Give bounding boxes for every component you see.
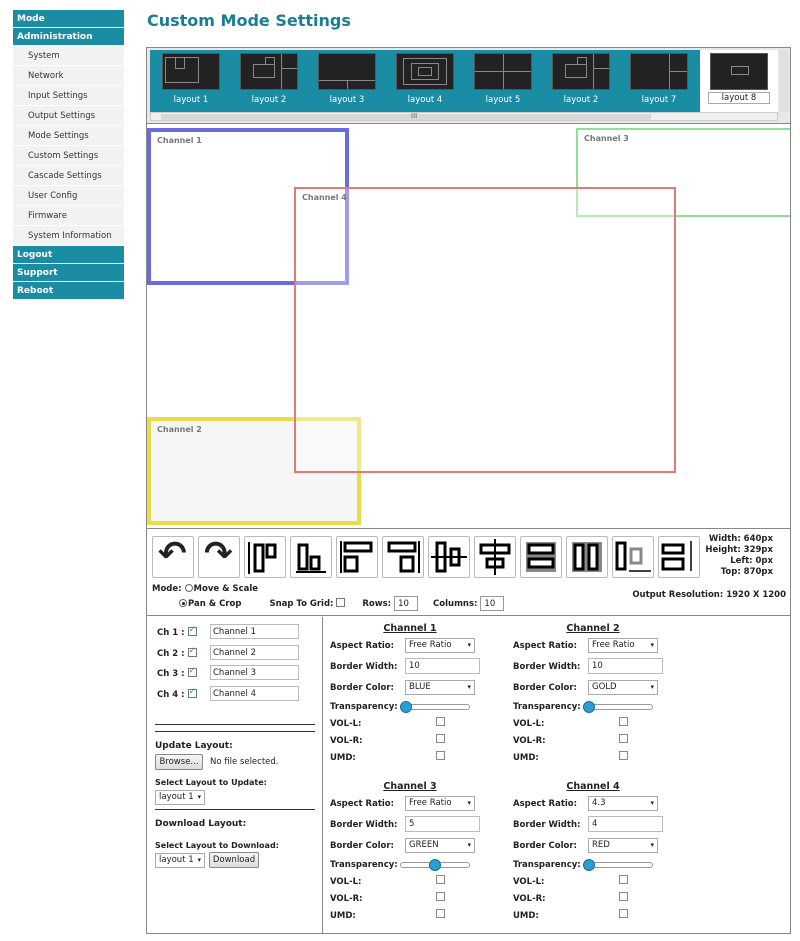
channel-4-window[interactable] (294, 187, 676, 473)
border-color-select[interactable] (588, 680, 658, 695)
chevron-down-icon: ▾ (650, 641, 654, 649)
center-horizontal-button[interactable] (474, 536, 516, 578)
rows-label: Rows: (362, 599, 392, 609)
chevron-down-icon: ▾ (197, 856, 201, 864)
layout-tile-5[interactable] (464, 50, 540, 112)
layout-selector (150, 50, 778, 112)
move-scale-label: Move & Scale (193, 584, 259, 594)
layout-strip (147, 48, 790, 124)
slider-knob[interactable] (429, 859, 441, 871)
aspect-ratio-value: Free Ratio (592, 640, 635, 650)
sidebar-item-cascade-settings[interactable]: Cascade Settings (13, 166, 124, 186)
umd-checkbox[interactable] (436, 909, 445, 918)
ch1-checkbox[interactable] (188, 627, 197, 636)
aspect-ratio-label: Aspect Ratio: (513, 799, 578, 809)
channel-2-settings (513, 623, 671, 773)
channel-1-label: Channel 1 (157, 136, 202, 145)
border-color-select[interactable] (405, 838, 475, 853)
mode-label: Mode: (152, 584, 182, 594)
vol-r-checkbox[interactable] (619, 892, 628, 901)
sidebar-item-system-information[interactable]: System Information (13, 226, 124, 246)
ch2-checkbox[interactable] (188, 648, 197, 657)
channel-1-settings (330, 623, 488, 773)
channel-row-1 (157, 627, 257, 638)
no-file-text: No file selected. (210, 757, 279, 767)
chevron-down-icon: ▾ (650, 841, 654, 849)
sidebar-item-network[interactable]: Network (13, 66, 124, 86)
aspect-ratio-select[interactable] (405, 638, 475, 653)
mode-controls (152, 584, 504, 611)
sidebar-item-custom-settings[interactable]: Custom Settings (13, 146, 124, 166)
layout-tile-6[interactable] (542, 50, 618, 112)
aspect-ratio-label: Aspect Ratio: (513, 641, 578, 651)
vol-r-label: VOL-R: (330, 736, 363, 746)
vol-r-checkbox[interactable] (436, 734, 445, 743)
border-color-select[interactable] (588, 838, 658, 853)
transparency-slider[interactable] (583, 704, 653, 710)
select-update-label: Select Layout to Update: (155, 778, 267, 787)
align-top-right-icon (383, 537, 423, 577)
ch4-label: Ch 4 : (157, 690, 185, 700)
channel-4-settings (513, 781, 671, 931)
umd-checkbox[interactable] (619, 751, 628, 760)
channel-4-label: Channel 4 (302, 193, 347, 202)
snap-checkbox[interactable] (336, 598, 345, 607)
vol-r-checkbox[interactable] (619, 734, 628, 743)
sidebar-item-user-config[interactable]: User Config (13, 186, 124, 206)
redo-button[interactable] (198, 536, 240, 578)
download-layout-title: Download Layout: (155, 819, 247, 829)
aspect-ratio-value: Free Ratio (409, 798, 452, 808)
layout-label: layout 3 (329, 95, 365, 105)
layout-thumb (162, 53, 220, 90)
border-color-value: RED (592, 840, 610, 850)
align-left-top-button[interactable] (244, 536, 286, 578)
top-readout: Top: 870px (720, 567, 773, 577)
layout-scrollbar[interactable] (150, 112, 778, 121)
border-width-input[interactable]: 10 (405, 658, 480, 674)
channel-3-label: Channel 3 (584, 134, 629, 143)
layout-thumb (396, 53, 454, 90)
match-height-icon (659, 537, 699, 577)
channel-row-4 (157, 689, 257, 700)
vol-r-label: VOL-R: (513, 736, 546, 746)
vol-l-label: VOL-L: (513, 719, 545, 729)
channel-row-3 (157, 668, 257, 679)
layout-label: layout 8 (708, 92, 770, 104)
settings-area (147, 617, 790, 933)
sidebar-administration[interactable]: Administration (13, 28, 124, 46)
border-color-value: GREEN (409, 840, 439, 850)
aspect-ratio-label: Aspect Ratio: (330, 641, 395, 651)
center-vertical-button[interactable] (428, 536, 470, 578)
divider (155, 731, 315, 732)
layout-tile-4[interactable] (386, 50, 462, 112)
sidebar-item-mode-settings[interactable]: Mode Settings (13, 126, 124, 146)
vol-l-checkbox[interactable] (436, 875, 445, 884)
left-readout: Left: 0px (730, 556, 773, 566)
output-resolution: Output Resolution: 1920 X 1200 (632, 590, 786, 600)
download-select-value: layout 1 (159, 855, 194, 865)
chevron-down-icon: ▾ (650, 799, 654, 807)
aspect-ratio-select[interactable] (588, 796, 658, 811)
layout-thumb (240, 53, 298, 90)
undo-button[interactable] (152, 536, 194, 578)
border-color-label: Border Color: (330, 841, 394, 851)
border-width-input[interactable]: 4 (588, 816, 663, 832)
strip-scroll-right[interactable] (779, 50, 789, 112)
vol-l-label: VOL-L: (330, 719, 362, 729)
layout-label: layout 4 (407, 95, 443, 105)
ch4-checkbox[interactable] (188, 689, 197, 698)
ch4-name-input[interactable]: Channel 4 (210, 686, 299, 701)
sidebar-mode[interactable]: Mode (13, 10, 124, 28)
align-top-left-button[interactable] (336, 536, 378, 578)
ch3-label: Ch 3 : (157, 669, 185, 679)
page-title: Custom Mode Settings (147, 11, 351, 30)
pan-crop-label: Pan & Crop (188, 599, 242, 609)
update-layout-select[interactable] (155, 790, 205, 805)
vol-r-checkbox[interactable] (436, 892, 445, 901)
align-bottom-button[interactable] (290, 536, 332, 578)
vol-l-checkbox[interactable] (619, 717, 628, 726)
border-width-label: Border Width: (513, 820, 581, 830)
border-width-label: Border Width: (513, 662, 581, 672)
chevron-down-icon: ▾ (467, 799, 471, 807)
ch3-name-input[interactable]: Channel 3 (210, 665, 299, 680)
transparency-label: Transparency: (330, 702, 398, 712)
columns-label: Columns: (433, 599, 478, 609)
update-select-value: layout 1 (159, 792, 194, 802)
transparency-slider[interactable] (400, 704, 470, 710)
align-top-left-icon (337, 537, 377, 577)
slider-knob[interactable] (583, 859, 595, 871)
download-layout-select[interactable] (155, 853, 205, 868)
center-vertical-icon (429, 537, 469, 577)
vol-r-label: VOL-R: (513, 894, 546, 904)
custom-mode-frame (146, 47, 791, 934)
layout-label: layout 7 (641, 95, 677, 105)
ch2-name-input[interactable]: Channel 2 (210, 645, 299, 660)
width-readout: Width: 640px (708, 534, 773, 544)
chevron-down-icon: ▾ (467, 683, 471, 691)
move-scale-radio[interactable] (185, 584, 193, 592)
layout-tile-8[interactable] (700, 50, 778, 112)
height-readout: Height: 329px (705, 545, 773, 555)
select-download-label: Select Layout to Download: (155, 841, 279, 850)
channel-settings-title: Channel 1 (383, 623, 437, 634)
sidebar-support[interactable]: Support (13, 264, 124, 282)
match-height-button[interactable] (658, 536, 700, 578)
layout-label: layout 2 (563, 95, 599, 105)
ch1-name-input[interactable]: Channel 1 (210, 624, 299, 639)
channel-2-label: Channel 2 (157, 425, 202, 434)
channel-settings-title: Channel 2 (566, 623, 620, 634)
layout-thumb (710, 53, 768, 90)
position-readout (705, 534, 773, 578)
sidebar-item-system[interactable]: System (13, 46, 124, 66)
undo-icon: ↶ (158, 534, 187, 574)
distribute-horizontal-icon (567, 537, 607, 577)
layout-canvas (147, 125, 790, 529)
chevron-down-icon: ▾ (467, 841, 471, 849)
vol-l-label: VOL-L: (513, 877, 545, 887)
vol-l-checkbox[interactable] (619, 875, 628, 884)
channel-row-2 (157, 648, 257, 659)
ch1-label: Ch 1 : (157, 628, 185, 638)
align-left-top-icon (245, 537, 285, 577)
border-color-label: Border Color: (330, 683, 394, 693)
chevron-down-icon: ▾ (650, 683, 654, 691)
sidebar-item-input-settings[interactable]: Input Settings (13, 86, 124, 106)
redo-icon: ↷ (204, 534, 233, 574)
layout-panel (147, 617, 323, 933)
toolbar (147, 530, 790, 616)
channel-settings-title: Channel 3 (383, 781, 437, 792)
distribute-horizontal-button[interactable] (566, 536, 608, 578)
layout-tile-2[interactable] (230, 50, 306, 112)
channel-3-settings (330, 781, 488, 931)
border-color-label: Border Color: (513, 841, 577, 851)
aspect-ratio-value: Free Ratio (409, 640, 452, 650)
border-width-label: Border Width: (330, 662, 398, 672)
sidebar-reboot[interactable]: Reboot (13, 282, 124, 300)
browse-button[interactable]: Browse... (155, 754, 203, 770)
scroll-thumb[interactable]: III (161, 114, 651, 120)
match-width-icon (613, 537, 653, 577)
center-horizontal-icon (475, 537, 515, 577)
umd-checkbox[interactable] (436, 751, 445, 760)
distribute-vertical-icon (521, 537, 561, 577)
umd-label: UMD: (330, 911, 356, 921)
vol-l-checkbox[interactable] (436, 717, 445, 726)
download-button[interactable]: Download (209, 852, 259, 868)
align-bottom-icon (291, 537, 331, 577)
umd-label: UMD: (513, 911, 539, 921)
aspect-ratio-label: Aspect Ratio: (330, 799, 395, 809)
update-layout-title: Update Layout: (155, 741, 233, 751)
pan-crop-radio[interactable] (179, 599, 187, 607)
aspect-ratio-select[interactable] (588, 638, 658, 653)
transparency-slider[interactable] (400, 862, 470, 868)
sidebar-logout[interactable]: Logout (13, 246, 124, 264)
layout-label: layout 5 (485, 95, 521, 105)
divider (155, 724, 315, 725)
sidebar-item-output-settings[interactable]: Output Settings (13, 106, 124, 126)
umd-label: UMD: (513, 753, 539, 763)
vol-r-label: VOL-R: (330, 894, 363, 904)
layout-tile-7[interactable] (620, 50, 696, 112)
transparency-label: Transparency: (330, 860, 398, 870)
border-width-input[interactable]: 5 (405, 816, 480, 832)
layout-thumb (552, 53, 610, 90)
chevron-down-icon: ▾ (467, 641, 471, 649)
vol-l-label: VOL-L: (330, 877, 362, 887)
ch3-checkbox[interactable] (188, 668, 197, 677)
transparency-label: Transparency: (513, 702, 581, 712)
border-color-value: GOLD (592, 682, 617, 692)
layout-label: layout 1 (173, 95, 209, 105)
layout-tile-3[interactable] (308, 50, 384, 112)
rows-input[interactable]: 10 (394, 596, 418, 611)
distribute-vertical-button[interactable] (520, 536, 562, 578)
columns-input[interactable]: 10 (480, 596, 504, 611)
sidebar (13, 10, 124, 300)
layout-tile-1[interactable] (152, 50, 228, 112)
border-color-select[interactable] (405, 680, 475, 695)
transparency-slider[interactable] (583, 862, 653, 868)
transparency-label: Transparency: (513, 860, 581, 870)
umd-checkbox[interactable] (619, 909, 628, 918)
border-color-label: Border Color: (513, 683, 577, 693)
layout-thumb (474, 53, 532, 90)
slider-knob[interactable] (400, 701, 412, 713)
align-top-right-button[interactable] (382, 536, 424, 578)
border-color-value: BLUE (409, 682, 431, 692)
layout-thumb (630, 53, 688, 90)
snap-label: Snap To Grid: (269, 599, 334, 609)
layout-label: layout 2 (251, 95, 287, 105)
border-width-label: Border Width: (330, 820, 398, 830)
channel-settings-title: Channel 4 (566, 781, 620, 792)
aspect-ratio-value: 4.3 (592, 798, 606, 808)
sidebar-item-firmware[interactable]: Firmware (13, 206, 124, 226)
chevron-down-icon: ▾ (197, 793, 201, 801)
umd-label: UMD: (330, 753, 356, 763)
slider-knob[interactable] (583, 701, 595, 713)
divider (155, 809, 315, 810)
layout-thumb (318, 53, 376, 90)
border-width-input[interactable]: 10 (588, 658, 663, 674)
match-width-button[interactable] (612, 536, 654, 578)
ch2-label: Ch 2 : (157, 649, 185, 659)
aspect-ratio-select[interactable] (405, 796, 475, 811)
